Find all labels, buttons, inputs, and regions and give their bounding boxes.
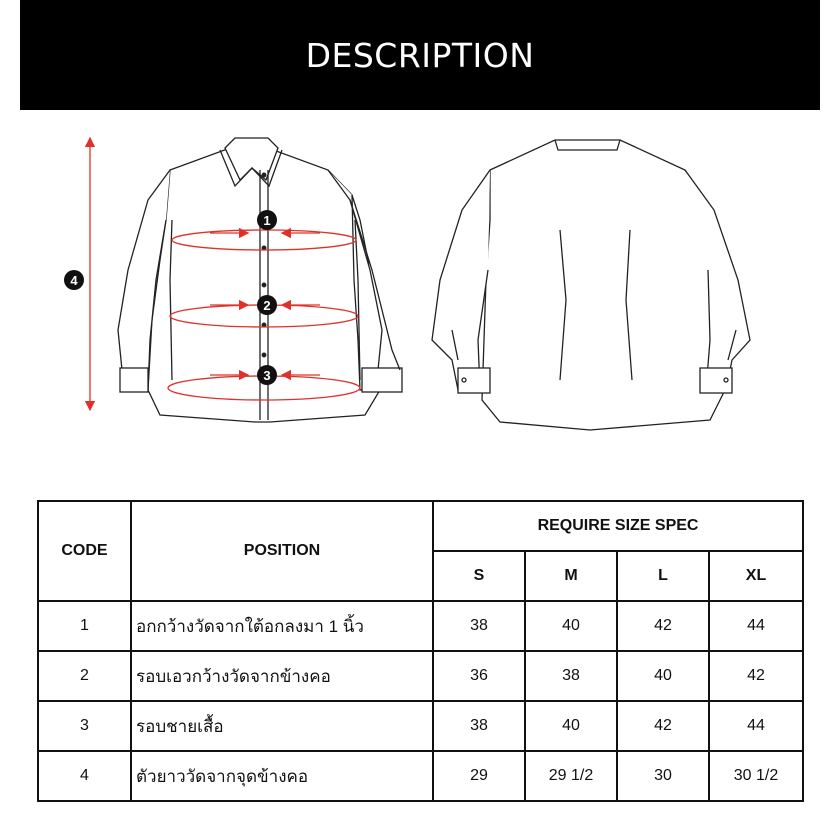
header-size-s: S	[433, 551, 525, 601]
row-code: 1	[38, 601, 131, 651]
marker-4	[64, 270, 84, 290]
row-value-s: 36	[433, 651, 525, 701]
row-code: 4	[38, 751, 131, 801]
row-code: 2	[38, 651, 131, 701]
svg-text:4: 4	[70, 273, 78, 288]
svg-text:1: 1	[263, 213, 271, 228]
row-value-l: 42	[617, 601, 709, 651]
svg-text:3: 3	[263, 368, 271, 383]
row-code: 3	[38, 701, 131, 751]
marker-3	[257, 365, 277, 385]
row-position: อกกว้างวัดจากใต้อกลงมา 1 นิ้ว	[131, 601, 433, 651]
row-value-l: 40	[617, 651, 709, 701]
row-value-l: 30	[617, 751, 709, 801]
row-position: รอบชายเสื้อ	[131, 701, 433, 751]
row-value-s: 29	[433, 751, 525, 801]
header-require-size-spec: REQUIRE SIZE SPEC	[433, 501, 803, 551]
marker-2	[257, 295, 277, 315]
row-value-xl: 30 1/2	[709, 751, 803, 801]
header-position: POSITION	[131, 501, 433, 601]
row-value-s: 38	[433, 701, 525, 751]
row-value-m: 40	[525, 701, 617, 751]
shirt-illustration	[20, 120, 820, 450]
row-position: รอบเอวกว้างวัดจากข้างคอ	[131, 651, 433, 701]
header-size-m: M	[525, 551, 617, 601]
row-value-s: 38	[433, 601, 525, 651]
row-value-xl: 42	[709, 651, 803, 701]
row-value-m: 29 1/2	[525, 751, 617, 801]
row-position: ตัวยาววัดจากจุดข้างคอ	[131, 751, 433, 801]
header-title: DESCRIPTION	[305, 35, 535, 75]
row-value-m: 38	[525, 651, 617, 701]
row-value-xl: 44	[709, 701, 803, 751]
size-spec-table	[37, 500, 804, 802]
table-row	[38, 751, 803, 801]
row-value-xl: 44	[709, 601, 803, 651]
header-code: CODE	[38, 501, 131, 601]
header-size-l: L	[617, 551, 709, 601]
header-size-xl: XL	[709, 551, 803, 601]
description-header	[20, 0, 820, 110]
row-value-m: 40	[525, 601, 617, 651]
table-row	[38, 601, 803, 651]
table-row	[38, 651, 803, 701]
svg-text:2: 2	[263, 298, 271, 313]
back-shirt	[432, 140, 750, 430]
marker-1	[257, 210, 277, 230]
table-row	[38, 701, 803, 751]
row-value-l: 42	[617, 701, 709, 751]
